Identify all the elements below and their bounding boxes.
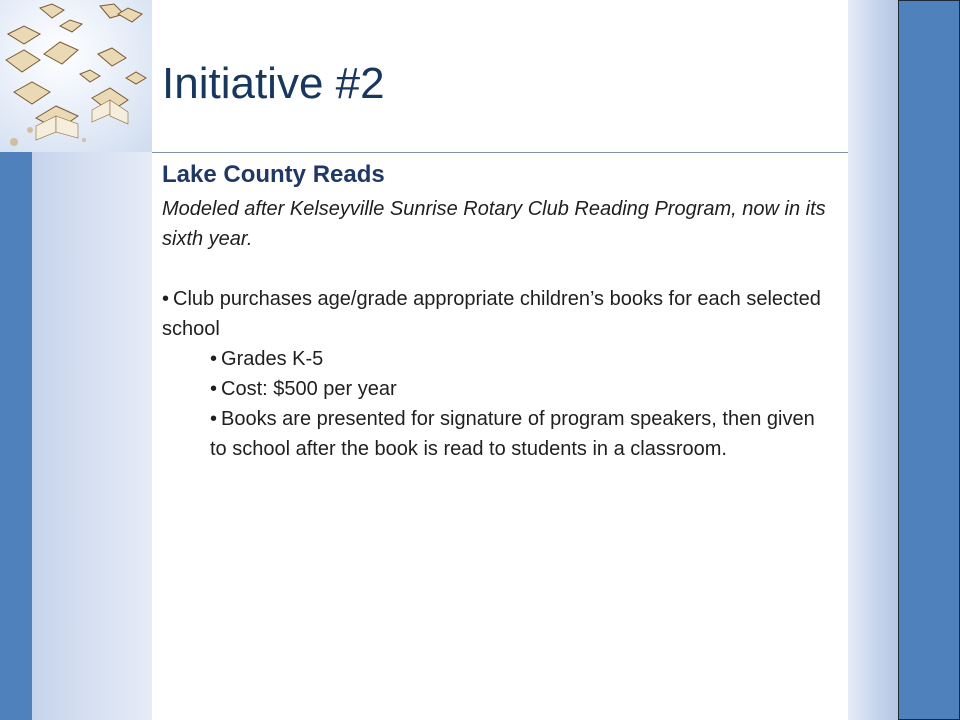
sub-bullet xyxy=(210,374,834,404)
sub-bullet xyxy=(210,344,834,374)
main-bullet xyxy=(162,284,834,344)
intro-text: Modeled after Kelseyville Sunrise Rotary Club Reading Program, now in its sixth year. xyxy=(162,198,826,250)
sub-bullet-list xyxy=(210,344,834,464)
right-accent-band xyxy=(898,0,960,720)
spacer xyxy=(162,254,834,284)
bullet-dot: • xyxy=(210,408,218,430)
slide-body xyxy=(162,160,834,464)
sub-bullet-text: Books are presented for signature of program speakers, then given to school after the book is read to students in a classroom. xyxy=(210,408,815,460)
header-divider xyxy=(152,152,848,153)
slide-subtitle: Lake County Reads xyxy=(162,161,385,188)
slide-title: Initiative #2 xyxy=(162,59,385,108)
sub-bullet-text: Grades K-5 xyxy=(221,348,324,370)
main-bullet-text: Club purchases age/grade appropriate children’s books for each selected school xyxy=(162,288,821,340)
flying-books-icon xyxy=(0,0,152,152)
sub-bullet-text: Cost: $500 per year xyxy=(221,378,397,400)
bullet-dot: • xyxy=(162,288,170,310)
sub-bullet xyxy=(210,404,834,464)
bullet-dot: • xyxy=(210,378,218,400)
right-gradient-panel xyxy=(848,0,898,720)
flying-books-image xyxy=(0,0,152,152)
bullet-dot: • xyxy=(210,348,218,370)
